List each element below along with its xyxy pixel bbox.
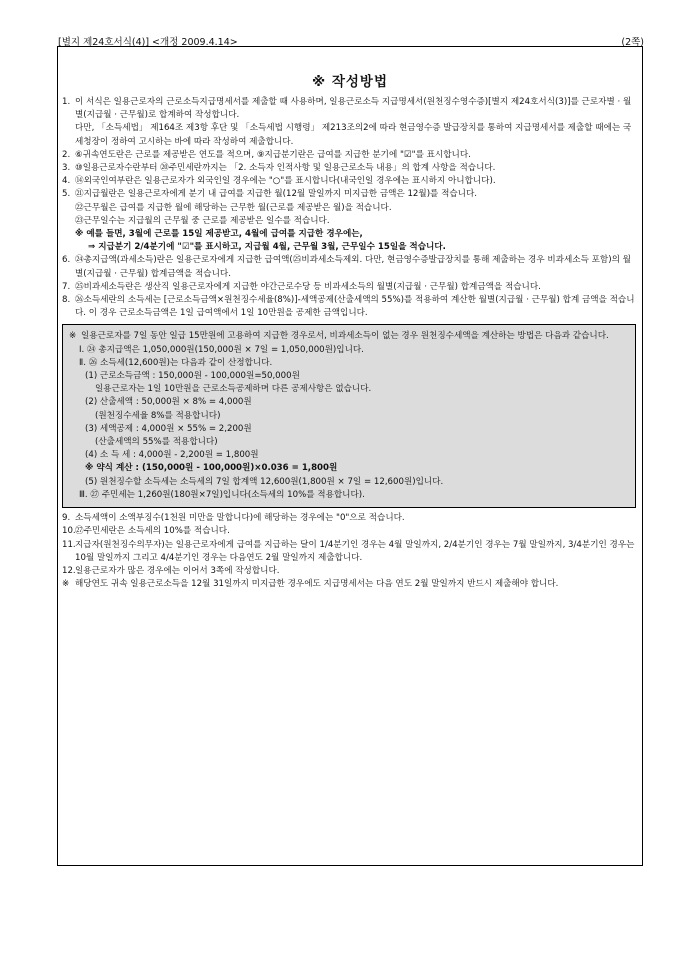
instruction-item-7: 7. ㉕비과세소득란은 생산직 일용근로자에게 지급한 야간근로수당 등 비과세소득의 월별(지급월 · 근무월) 합계금액을 적습니다. <box>62 281 541 292</box>
instruction-item-3: 3. ⑩일용근로자수란부터 ⑳주민세란까지는 「2. 소득자 인적사항 및 일용근로소득 내용」의 합계 사항을 적습니다. <box>62 163 496 174</box>
instruction-item-4: 4. ⑭외국인여부란은 일용근로자가 외국인일 경우에는 "○"를 표시합니다(내국인일 경우에는 표시하지 아니합니다). <box>62 176 496 187</box>
form-number: [별지 제24호서식(4)] <개정 2009.4.14> <box>58 37 238 48</box>
box-calc-2: (2) 산출세액 : 50,000원 × 8% = 4,000원 <box>85 397 252 408</box>
box-calc-2-note: (원천징수세율 8%를 적용합니다) <box>95 410 221 421</box>
instruction-item-10: 10. ㉗주민세란은 소득세의 10%를 적습니다. <box>62 526 230 537</box>
example-note: ※ 예를 들면, 3월에 근로를 15일 제공받고, 4월에 급여를 지급한 경우에는, <box>75 229 363 240</box>
box-row-total-pay: Ⅰ. ㉔ 총지급액은 1,050,000원(150,000원 × 7일 = 1,050,000원)입니다. <box>79 344 364 355</box>
calculation-example-box <box>62 324 636 508</box>
instruction-item-8: 8. ㉖소득세란의 소득세는 [근로소득금액×원천징수세율(8%)]-세액공제(산출세액의 55%)를 적용하여 계산한 월별(지급월 · 근무월) 합계 금액을 적습니다. 이 경우 근로소득금액은 1일 급여액에서 1일 10만원을 공제한 금액입니다. <box>62 295 635 319</box>
box-row-resident-tax: Ⅲ. ㉗ 주민세는 1,260원(180원×7일)입니다(소득세의 10%를 적용합니다). <box>79 489 365 500</box>
instruction-item-9: 9. 소득세액이 소액부징수(1천원 미만을 말합니다)에 해당하는 경우에는 "0"으로 적습니다. <box>62 513 405 524</box>
example-result: ⇒ 지급분기 2/4분기에 "☑"를 표시하고, 지급월 4월, 근무월 3월, 근무일수 15일을 적습니다. <box>88 242 446 253</box>
instruction-item-12: 12. 일용근로자가 많은 경우에는 이어서 3쪽에 작성합니다. <box>62 565 280 576</box>
box-calc-1-note: 일용근로자는 1일 10만원을 근로소득공제하며 다른 공제사항은 없습니다. <box>95 384 372 395</box>
box-calc-4: (4) 소 득 세 : 4,000원 - 2,200원 = 1,800원 <box>85 450 259 461</box>
box-row-income-tax: Ⅱ. ㉖ 소득세(12,600원)는 다음과 같이 산정합니다. <box>79 357 273 368</box>
instructions-body <box>62 96 636 591</box>
page-title: ※ 작성방법 <box>312 74 388 90</box>
page-number: (2쪽) <box>621 37 644 48</box>
box-calc-3: (3) 세액공제 : 4,000원 × 55% = 2,200원 <box>85 423 252 434</box>
box-calc-4-shortcut: ※ 약식 계산 : (150,000원 - 100,000원)×0.036 = 1,800원 <box>85 463 338 474</box>
box-lead: ※ 일용근로자를 7일 동안 일급 15만원에 고용하여 지급한 경우로서, 비과세소득이 없는 경우 원천징수세액을 계산하는 방법은 다음과 같습니다. <box>69 331 609 342</box>
instruction-item-5: 5. ㉑지급월란은 일용근로자에게 분기 내 급여를 지급한 월(12월 말일까지 미지급한 금액은 12월)를 적습니다. ㉒근무월은 급여를 지급한 월에 해당하는 근무한 월(근로를 제공받은 월)을 적습니다. ㉓근무일수는 지급월의 근무월 중 근로를 제공받은 일수를 적습니다. ※ 예를 들면, 3월에 근로를 15일 제공받고, 4월에 급여를 지급한 경우에는, ⇒ 지급분기 2/4분기에 "☑"를 표시하고, 지급월 4월, 근무월 3월, 근무일수 15일을 적습니다. <box>62 188 636 254</box>
box-calc-5: (5) 원천징수할 소득세는 소득세의 7일 합계액 12,600원(1,800원 × 7일 = 12,600원)입니다. <box>85 476 444 487</box>
instruction-item-6: 6. ㉔총지급액(과세소득)란은 일용근로자에게 지급한 급여액(㉕비과세소득제외. 다만, 현금영수증발급장치를 통해 제출하는 경우 비과세소득 포함)의 월별(지급월 · 근무월) 합계금액을 적습니다. <box>62 255 631 279</box>
instruction-item-1: 1. 이 서식은 일용근로자의 근로소득지급명세서를 제출할 때 사용하며, 일용근로소득 지급명세서(원천징수영수증)[별지 제24호서식(3)]를 근로자별 · 월별(지급월 · 근무월)로 합계하여 작성합니다. 다만, 「소득세법」 제164조 제3항 후단 및 「소득세법 시행령」 제213조의2에 따라 현금영수증 발급장치를 통하여 지급명세서를 제출할 때에는 국세청장이 정하여 고시하는 바에 따라 작성하여 제출합니다. <box>62 97 632 147</box>
instruction-item-11: 11. 지급자(원천징수의무자)는 일용근로자에게 급여를 지급하는 달이 1/4분기인 경우는 4월 말일까지, 2/4분기인 경우는 7월 말일까지, 3/4분기인 경우는 10월 말일까지 그리고 4/4분기인 경우는 다음연도 2월 말일까지 제출합니다. <box>62 539 635 563</box>
instruction-item-2: 2. ⑥귀속연도란은 근로를 제공받은 연도를 적으며, ⑨지급분기란은 급여를 지급한 분기에 "☑"를 표시합니다. <box>62 149 471 160</box>
final-note: ※ 해당연도 귀속 일용근로소득을 12월 31일까지 미지급한 경우에도 지급명세서는 다음 연도 2월 말일까지 반드시 제출해야 합니다. <box>62 579 559 590</box>
box-calc-3-note: (산출세액의 55%를 적용합니다) <box>95 437 218 448</box>
box-calc-1: (1) 근로소득금액 : 150,000원 - 100,000원=50,000원 <box>85 371 300 382</box>
